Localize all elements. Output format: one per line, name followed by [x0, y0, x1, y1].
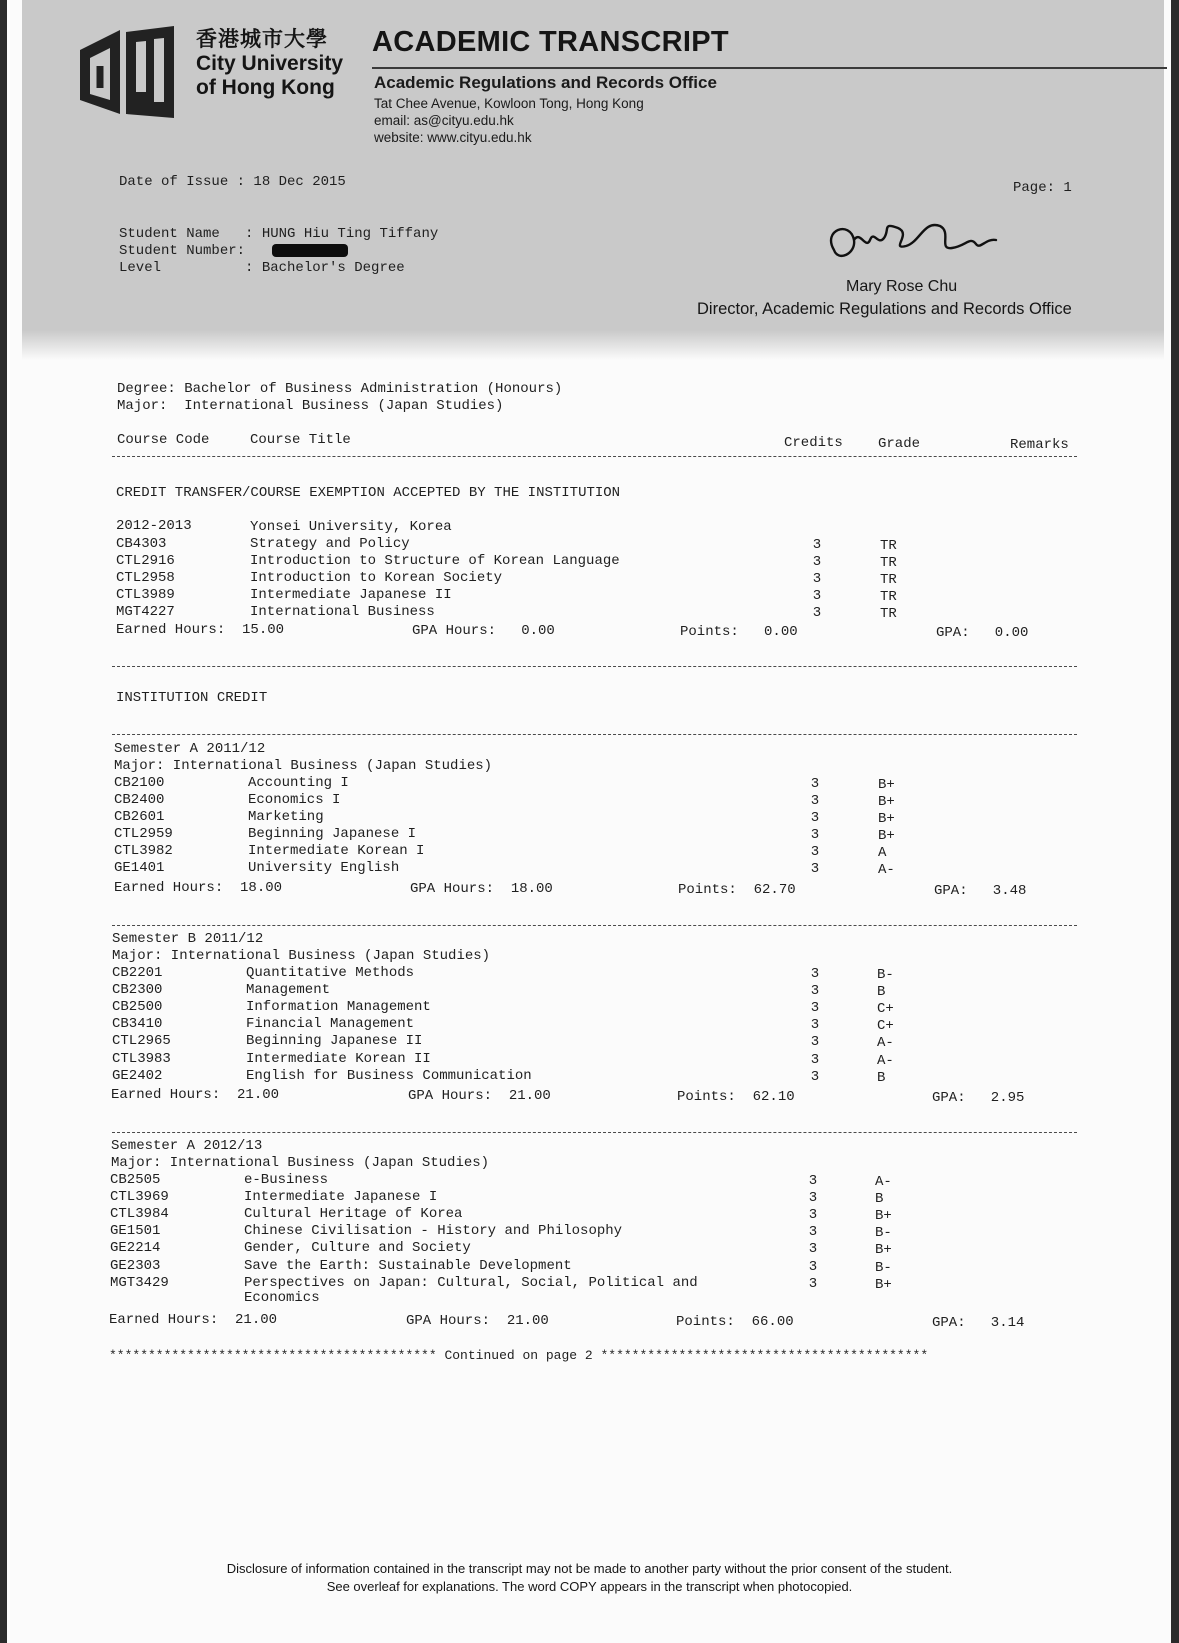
course-code: CB2601 — [114, 809, 165, 825]
course-code: CB2505 — [110, 1172, 161, 1188]
course-title: Beginning Japanese II — [246, 1033, 423, 1050]
course-code: CB2500 — [112, 999, 163, 1016]
course-credits: 3 — [808, 1275, 818, 1292]
course-credits: 3 — [810, 793, 820, 809]
course-code: GE2303 — [110, 1257, 161, 1274]
course-grade: TR — [880, 555, 897, 571]
course-credits: 3 — [808, 1207, 818, 1224]
course-code: CTL3983 — [112, 1050, 171, 1067]
course-code: CTL2965 — [112, 1033, 171, 1050]
course-code: MGT4227 — [116, 604, 175, 620]
semester-earned-hours: Earned Hours: 21.00 — [111, 1087, 280, 1103]
course-grade: A- — [875, 1174, 892, 1190]
course-grade: C+ — [877, 1018, 894, 1035]
course-grade: B- — [875, 1259, 892, 1276]
course-code: GE1501 — [110, 1223, 161, 1240]
transfer-year: 2012-2013 — [116, 518, 192, 534]
col-course-code: Course Code — [117, 432, 210, 448]
office-name: Academic Regulations and Records Office — [374, 73, 717, 92]
course-grade: B — [877, 1069, 886, 1086]
course-grade: A- — [878, 862, 895, 878]
semester-points: Points: 66.00 — [676, 1314, 794, 1330]
course-title: Quantitative Methods — [246, 965, 415, 981]
semester-title: Semester A 2011/12 — [114, 741, 266, 757]
course-credits: 3 — [808, 1190, 818, 1207]
course-title: Management — [246, 982, 331, 999]
course-code: CB2400 — [114, 792, 165, 808]
course-code: GE1401 — [114, 860, 165, 876]
header-divider — [112, 456, 1077, 457]
section-divider-4 — [112, 1132, 1077, 1133]
course-credits: 3 — [810, 827, 820, 843]
office-email: email: as@cityu.edu.hk — [374, 113, 514, 128]
document-title: ACADEMIC TRANSCRIPT — [372, 26, 729, 58]
section-divider-1 — [112, 666, 1077, 667]
course-code: CB3410 — [112, 1016, 163, 1033]
transfer-points: Points: 0.00 — [680, 624, 798, 640]
title-rule — [372, 67, 1167, 69]
course-title: Gender, Culture and Society — [244, 1240, 471, 1257]
semester-major: Major: International Business (Japan Studies) — [111, 1155, 490, 1171]
transfer-gpa-hours: GPA Hours: 0.00 — [412, 623, 555, 639]
course-grade: C+ — [877, 1001, 894, 1018]
col-remarks: Remarks — [1010, 437, 1069, 453]
course-title: Beginning Japanese I — [248, 826, 417, 842]
course-title: International Business — [250, 604, 435, 620]
degree-line: Degree: Bachelor of Business Administration (Honours) — [117, 381, 563, 397]
course-grade: B+ — [875, 1276, 892, 1293]
course-credits: 3 — [808, 1173, 818, 1189]
semester-earned-hours: Earned Hours: 21.00 — [109, 1312, 278, 1328]
course-grade: B — [875, 1191, 884, 1208]
course-code: CTL3982 — [114, 843, 173, 859]
course-title: Economics I — [248, 792, 341, 808]
course-credits: 3 — [810, 1051, 820, 1068]
course-grade: TR — [880, 572, 897, 588]
student-name: Student Name : HUNG Hiu Ting Tiffany — [119, 226, 439, 242]
course-grade: B+ — [878, 794, 895, 810]
semester-earned-hours: Earned Hours: 18.00 — [114, 880, 283, 896]
course-title: e-Business — [244, 1172, 329, 1188]
disclosure-notice: Disclosure of information contained in the transcript may not be made to another party without the prior consent of the student. — [226, 1561, 953, 1576]
course-code: CTL3969 — [110, 1189, 169, 1206]
course-credits: 3 — [808, 1241, 818, 1258]
student-number: Student Number: — [119, 243, 246, 259]
course-grade: A — [878, 845, 887, 861]
course-grade: B- — [875, 1225, 892, 1242]
course-title: Intermediate Japanese II — [250, 587, 452, 603]
course-credits: 3 — [812, 537, 822, 553]
header-fade — [22, 330, 1164, 360]
semester-gpa: GPA: 3.48 — [934, 883, 1027, 899]
transfer-gpa: GPA: 0.00 — [936, 625, 1029, 641]
university-name-en-2: of Hong Kong — [196, 76, 335, 99]
course-code: CB2300 — [112, 982, 163, 999]
semester-gpa-hours: GPA Hours: 18.00 — [410, 881, 553, 897]
signature-icon — [820, 210, 1010, 280]
col-credits: Credits — [784, 435, 843, 451]
semester-gpa: GPA: 2.95 — [932, 1090, 1025, 1106]
course-title: Intermediate Korean II — [246, 1050, 431, 1067]
course-grade: TR — [880, 606, 897, 622]
course-grade: A- — [877, 1035, 894, 1052]
course-credits: 3 — [810, 1000, 820, 1017]
semester-gpa-hours: GPA Hours: 21.00 — [408, 1088, 551, 1104]
course-code: CB2201 — [112, 965, 163, 981]
course-credits: 3 — [812, 588, 822, 604]
col-course-title: Course Title — [250, 432, 351, 448]
transfer-institution: Yonsei University, Korea — [250, 519, 452, 535]
office-website: website: www.cityu.edu.hk — [374, 130, 532, 145]
course-title: Chinese Civilisation - History and Philosophy — [244, 1223, 623, 1240]
course-grade: TR — [880, 538, 897, 554]
course-credits: 3 — [810, 1068, 820, 1085]
course-title: Perspectives on Japan: Cultural, Social, Political and — [244, 1274, 698, 1291]
semester-points: Points: 62.10 — [677, 1089, 795, 1105]
course-credits: 3 — [810, 1034, 820, 1051]
course-title: Introduction to Structure of Korean Language — [250, 553, 620, 569]
course-title: Save the Earth: Sustainable Development — [244, 1257, 572, 1274]
major-line: Major: International Business (Japan Studies) — [117, 398, 504, 414]
redaction-bar — [272, 244, 348, 257]
course-grade: B+ — [875, 1208, 892, 1225]
course-grade: B+ — [878, 811, 895, 827]
course-title: Strategy and Policy — [250, 536, 410, 552]
course-title: Marketing — [248, 809, 324, 825]
semester-major: Major: International Business (Japan Studies) — [112, 948, 491, 964]
course-grade: TR — [880, 589, 897, 605]
course-code: MGT3429 — [110, 1274, 169, 1291]
course-title: Information Management — [246, 999, 431, 1016]
course-code: CTL2959 — [114, 826, 173, 842]
signatory-title: Director, Academic Regulations and Records Office — [697, 300, 1072, 318]
course-credits: 3 — [810, 861, 820, 877]
course-grade: B+ — [875, 1242, 892, 1259]
section-divider-2 — [112, 734, 1077, 735]
student-level: Level : Bachelor's Degree — [119, 260, 405, 276]
semester-points: Points: 62.70 — [678, 882, 796, 898]
course-grade: A- — [877, 1052, 894, 1069]
semester-major: Major: International Business (Japan Studies) — [114, 758, 493, 774]
continued-notice: ****************************************** Continued on page 2 ****************************************** — [109, 1348, 929, 1363]
course-credits: 3 — [812, 571, 822, 587]
cityu-logo-icon — [72, 22, 182, 122]
course-grade: B+ — [878, 828, 895, 844]
course-code: CTL2958 — [116, 570, 175, 586]
semester-title: Semester B 2011/12 — [112, 931, 264, 947]
course-code: GE2402 — [112, 1067, 163, 1084]
course-title: English for Business Communication — [246, 1067, 532, 1084]
course-code: CTL3984 — [110, 1206, 169, 1223]
course-title: Cultural Heritage of Korea — [244, 1206, 463, 1223]
semester-title: Semester A 2012/13 — [111, 1138, 263, 1154]
university-name-en-1: City University — [196, 52, 344, 75]
course-title: University English — [248, 860, 400, 876]
course-credits: 3 — [812, 554, 822, 570]
signatory-name: Mary Rose Chu — [846, 278, 958, 295]
section-divider-3 — [112, 925, 1077, 926]
course-code: CB2100 — [114, 775, 165, 791]
course-code: GE2214 — [110, 1240, 161, 1257]
course-title: Accounting I — [248, 775, 349, 791]
course-credits: 3 — [810, 844, 820, 860]
transfer-earned-hours: Earned Hours: 15.00 — [116, 622, 285, 638]
course-credits: 3 — [812, 605, 822, 621]
course-title: Intermediate Korean I — [248, 843, 425, 859]
semester-gpa-hours: GPA Hours: 21.00 — [406, 1313, 549, 1329]
course-credits: 3 — [810, 966, 820, 982]
university-name-zh: 香港城市大學 — [196, 28, 328, 51]
course-code: CB4303 — [116, 536, 167, 552]
page-number: Page: 1 — [1013, 180, 1072, 196]
course-code: CTL3989 — [116, 587, 175, 603]
photocopy-notice: See overleaf for explanations. The word COPY appears in the transcript when photocopied. — [326, 1579, 853, 1594]
course-grade: B+ — [878, 777, 895, 793]
office-block — [374, 71, 717, 146]
course-title-continuation: Economics — [244, 1290, 320, 1306]
institution-credit-heading: INSTITUTION CREDIT — [116, 690, 268, 706]
course-credits: 3 — [808, 1258, 818, 1275]
course-credits: 3 — [808, 1224, 818, 1241]
course-code: CTL2916 — [116, 553, 175, 569]
course-grade: B — [877, 984, 886, 1001]
col-grade: Grade — [878, 436, 921, 452]
course-credits: 3 — [810, 983, 820, 1000]
course-credits: 3 — [810, 1017, 820, 1034]
course-credits: 3 — [810, 776, 820, 792]
course-title: Introduction to Korean Society — [250, 570, 503, 586]
course-title: Financial Management — [246, 1016, 415, 1033]
university-name — [196, 28, 343, 100]
course-title: Intermediate Japanese I — [244, 1189, 438, 1206]
office-address: Tat Chee Avenue, Kowloon Tong, Hong Kong — [374, 96, 644, 111]
course-grade: B- — [877, 967, 894, 983]
transfer-heading: CREDIT TRANSFER/COURSE EXEMPTION ACCEPTED BY THE INSTITUTION — [116, 485, 621, 501]
semester-gpa: GPA: 3.14 — [932, 1315, 1025, 1331]
course-credits: 3 — [810, 810, 820, 826]
date-of-issue: Date of Issue : 18 Dec 2015 — [119, 174, 346, 190]
